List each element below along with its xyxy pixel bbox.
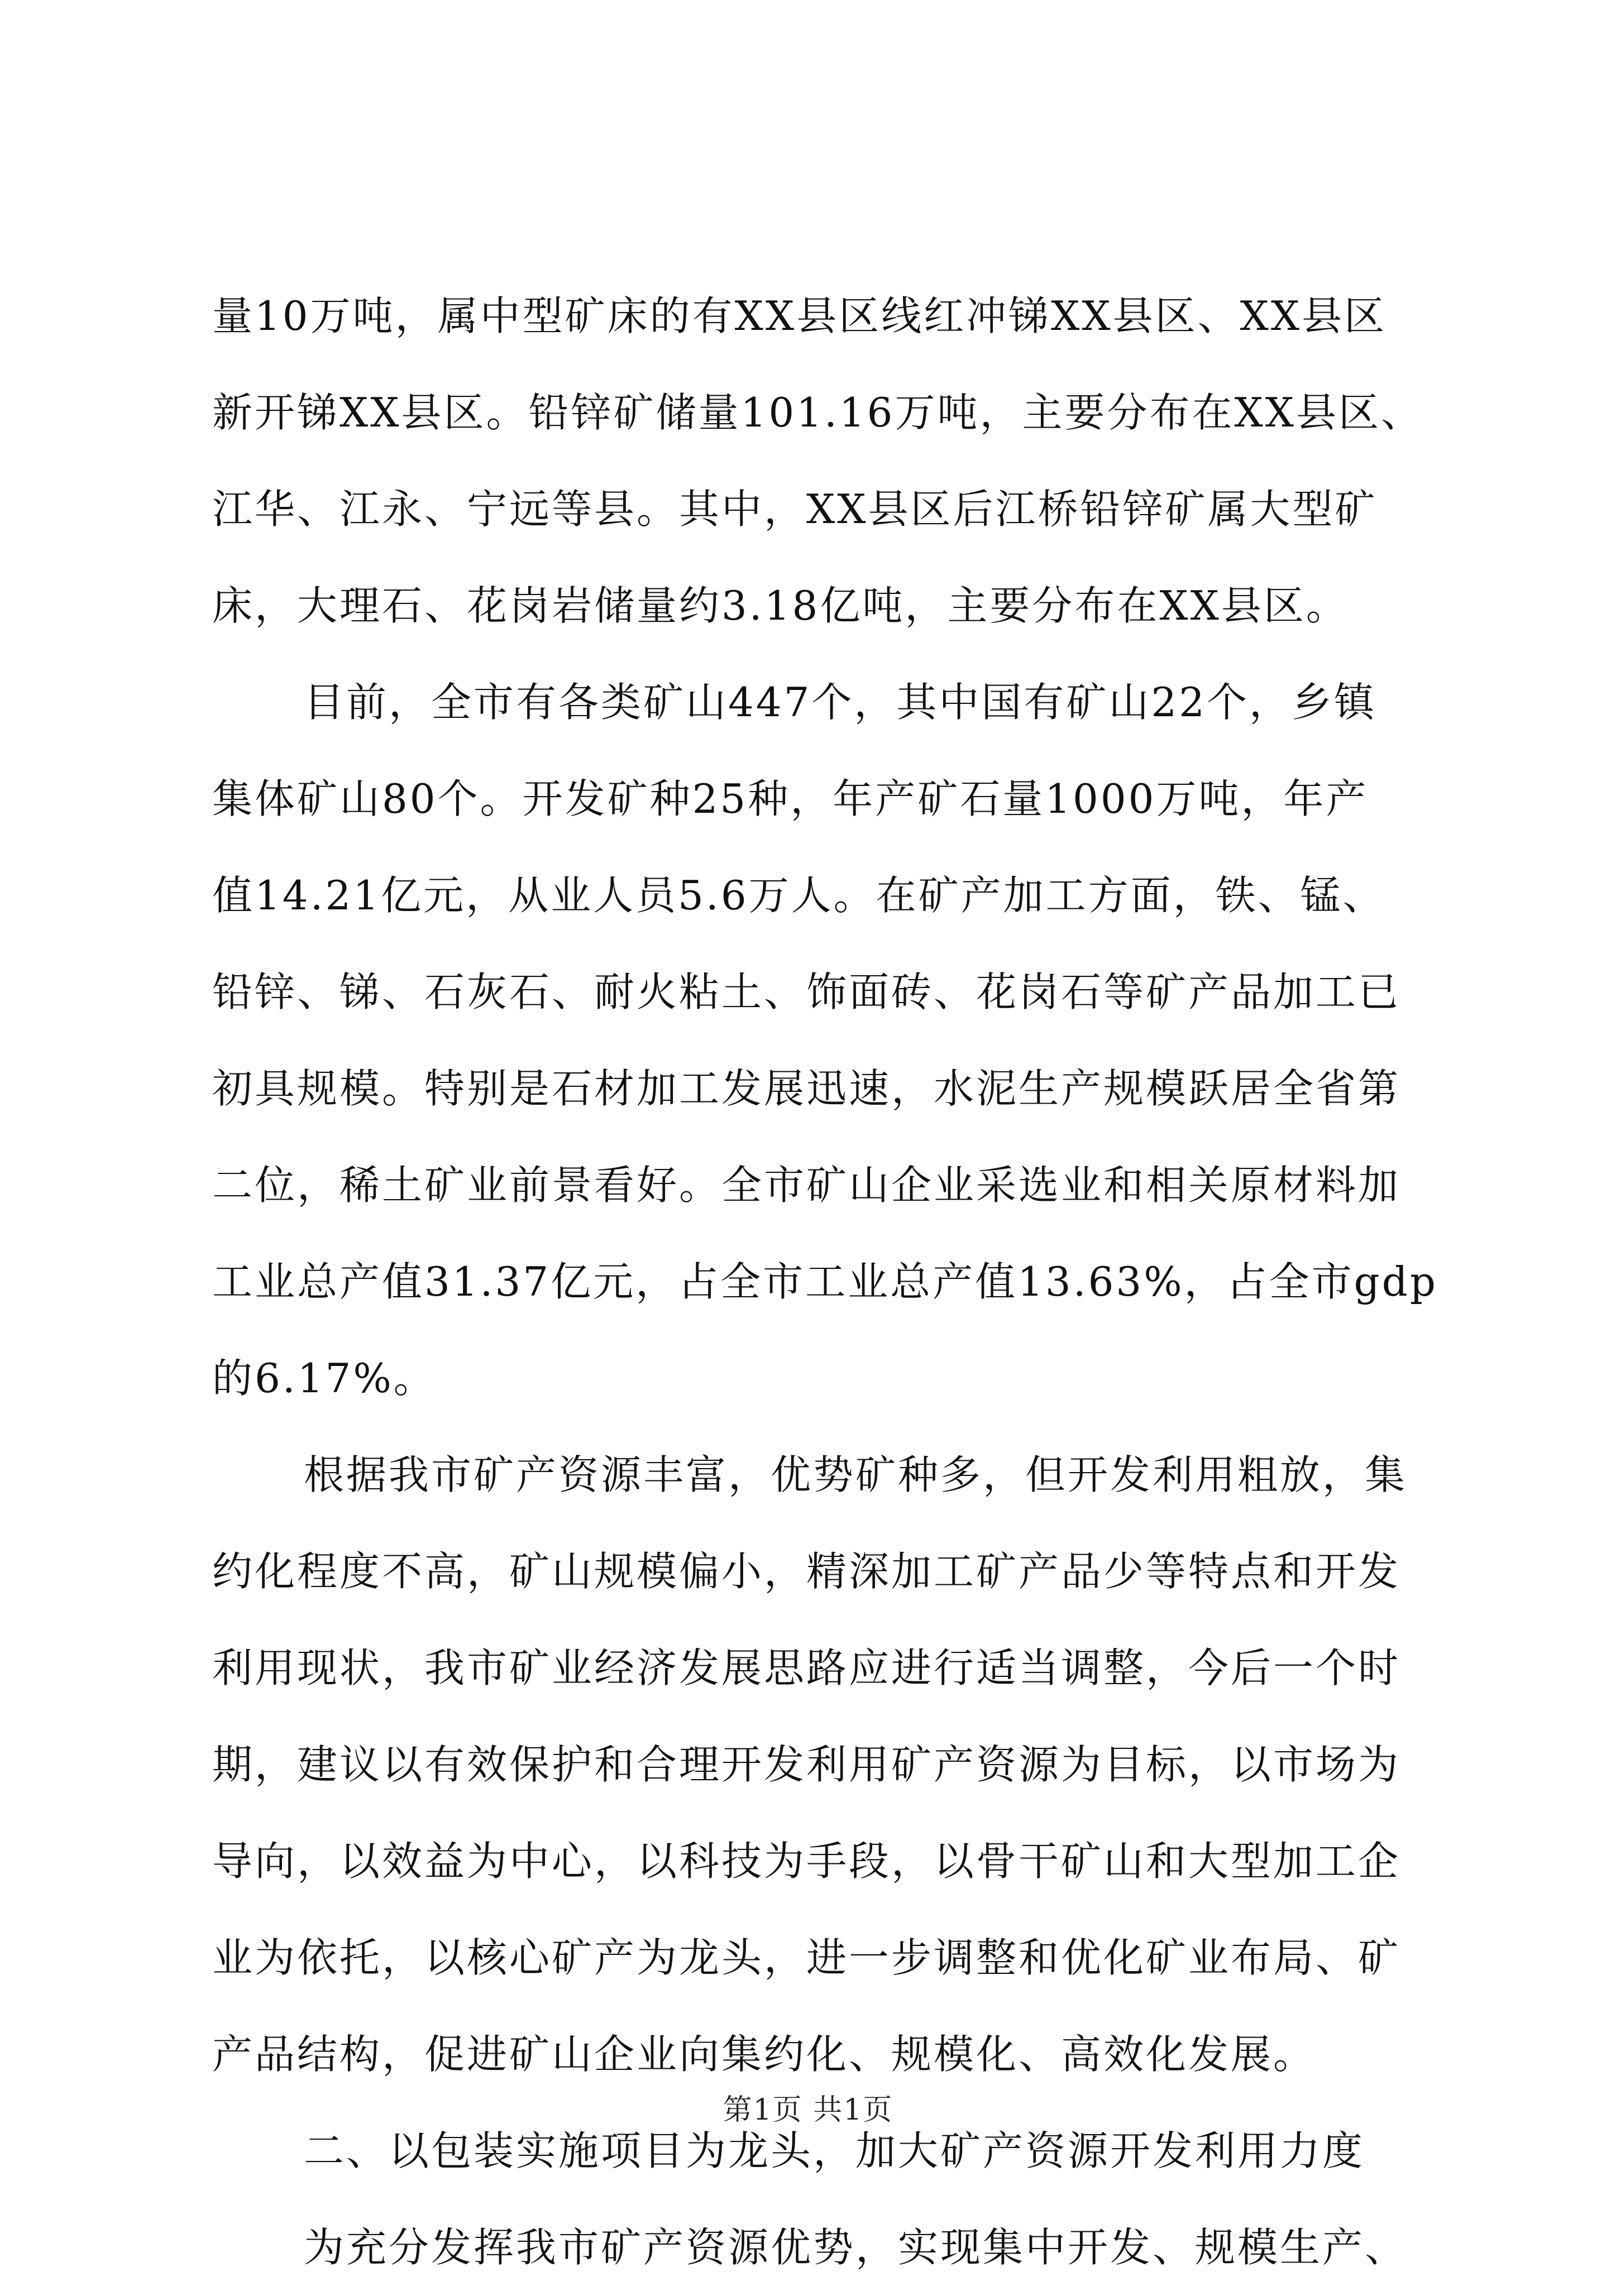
section-heading: 二、以包装实施项目为龙头，加大矿产资源开发利用力度	[304, 2127, 1365, 2174]
page-number-footer: 第1页 共1页	[723, 2093, 893, 2127]
text-line-3: 江华、江永、宁远等县。其中，XX县区后江桥铅锌矿属大型矿	[212, 486, 1378, 533]
text-line-7: 值14.21亿元，从业人员5.6万人。在矿产加工方面，铁、锰、	[212, 872, 1385, 919]
text-line-2: 新开锑XX县区。铅锌矿储量101.16万吨，主要分布在XX县区、	[212, 389, 1423, 436]
text-line-14: 约化程度不高，矿山规模偏小，精深加工矿产品少等特点和开发	[212, 1548, 1401, 1595]
text-line-4: 床，大理石、花岗岩储量约3.18亿吨，主要分布在XX县区。	[212, 582, 1349, 629]
text-line-9: 初具规模。特别是石材加工发展迅速，水泥生产规模跃居全省第	[212, 1065, 1401, 1112]
text-line-19: 产品结构，促进矿山企业向集约化、规模化、高效化发展。	[212, 2031, 1316, 2078]
text-line-10: 二位，稀土矿业前景看好。全市矿山企业采选业和相关原材料加	[212, 1162, 1401, 1209]
document-body	[212, 268, 1438, 2296]
text-line-13: 根据我市矿产资源丰富，优势矿种多，但开发利用粗放，集	[304, 1451, 1408, 1498]
text-line-17: 导向，以效益为中心，以科技为手段，以骨干矿山和大型加工企	[212, 1838, 1401, 1885]
text-line-12: 的6.17%。	[212, 1355, 436, 1402]
text-line-18: 业为依托，以核心矿产为龙头，进一步调整和优化矿业布局、矿	[212, 1934, 1401, 1981]
text-line-15: 利用现状，我市矿业经济发展思路应进行适当调整，今后一个时	[212, 1645, 1401, 1691]
text-line-16: 期，建议以有效保护和合理开发利用矿产资源为目标，以市场为	[212, 1741, 1401, 1788]
text-line-5: 目前，全市有各类矿山447个，其中国有矿山22个，乡镇	[304, 679, 1377, 726]
text-line-1: 量10万吨，属中型矿床的有XX县区线红冲锑XX县区、XX县区	[212, 293, 1387, 339]
text-line-6: 集体矿山80个。开发矿种25种，年产矿石量1000万吨，年产	[212, 775, 1369, 822]
text-line-11: 工业总产值31.37亿元，占全市工业总产值13.63%，占全市gdp	[212, 1258, 1438, 1305]
text-line-8: 铅锌、锑、石灰石、耐火粘土、饰面砖、花岗石等矿产品加工已	[212, 969, 1401, 1015]
text-line-21: 为充分发挥我市矿产资源优势，实现集中开发、规模生产、	[304, 2224, 1408, 2271]
